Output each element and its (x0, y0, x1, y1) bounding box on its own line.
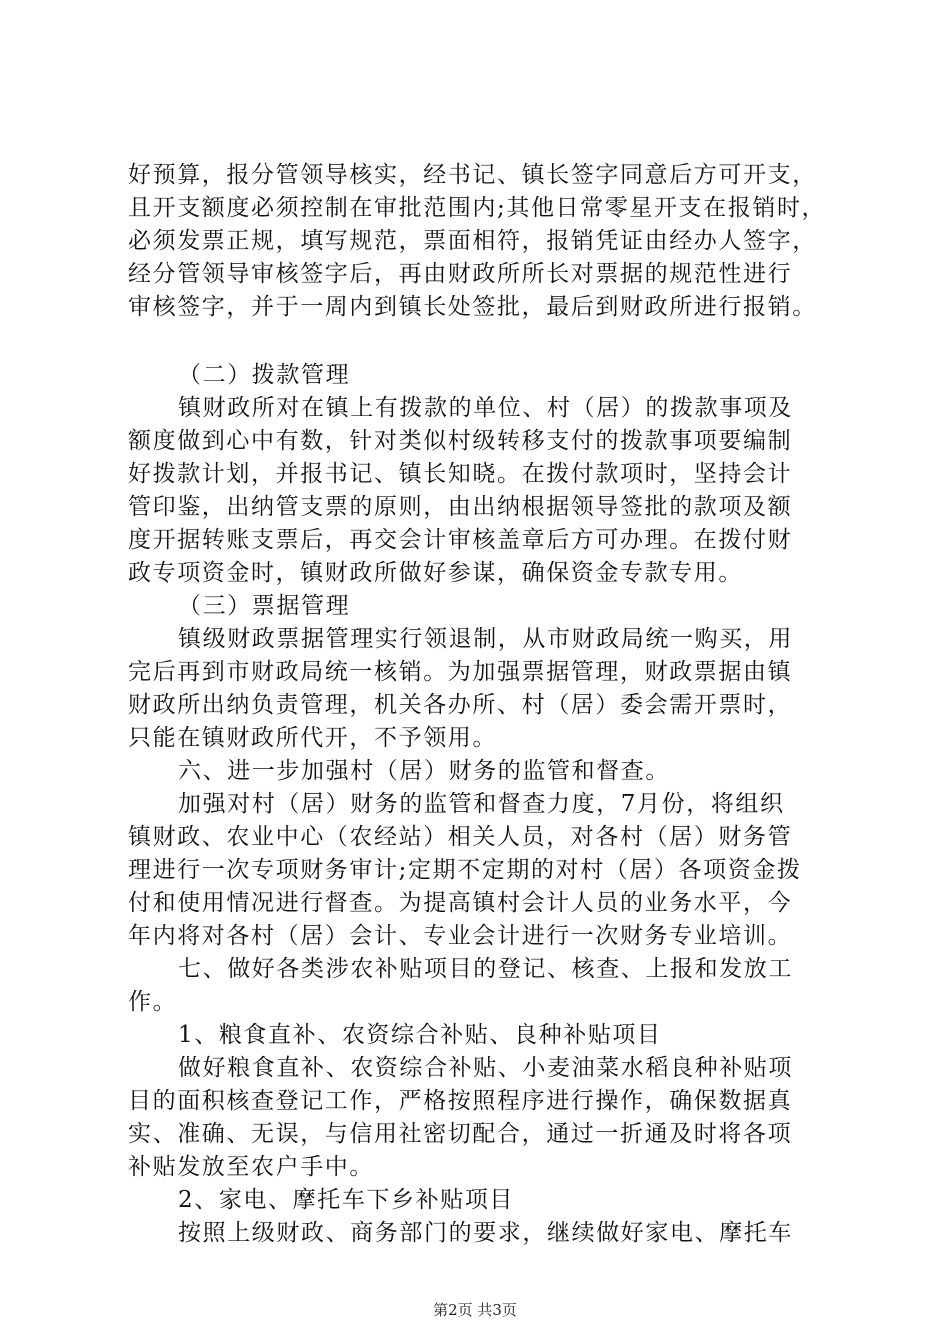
text-line: 完后再到市财政局统一核销。为加强票据管理，财政票据由镇 (128, 659, 793, 685)
text-line: 目的面积核查登记工作，严格按照程序进行操作，确保数据真 (128, 1088, 793, 1114)
text-line: 实、准确、无误，与信用社密切配合，通过一折通及时将各项 (128, 1121, 793, 1147)
text-line: 镇级财政票据管理实行领退制，从市财政局统一购买，用 (178, 626, 793, 652)
text-line: 额度做到心中有数，针对类似村级转移支付的拨款事项要编制 (128, 428, 793, 454)
subsection-heading: 1、粮食直补、农资综合补贴、良种补贴项目 (178, 1022, 662, 1048)
text-line: 度开据转账支票后，再交会计审核盖章后方可办理。在拨付财 (128, 527, 793, 553)
text-line: 付和使用情况进行督查。为提高镇村会计人员的业务水平，今 (128, 890, 793, 916)
text-line: 做好粮食直补、农资综合补贴、小麦油菜水稻良种补贴项 (178, 1055, 793, 1081)
text-line: 年内将对各村（居）会计、专业会计进行一次财务专业培训。 (128, 923, 793, 949)
text-line: 管印鉴，出纳管支票的原则，由出纳根据领导签批的款项及额 (128, 494, 793, 520)
text-line: 财政所出纳负责管理，机关各办所、村（居）委会需开票时， (128, 692, 793, 718)
text-line: 按照上级财政、商务部门的要求，继续做好家电、摩托车 (178, 1220, 793, 1246)
text-line: 只能在镇财政所代开，不予领用。 (128, 725, 497, 751)
text-line: 经分管领导审核签字后，再由财政所所长对票据的规范性进行 (128, 261, 793, 287)
text-line: 好拨款计划，并报书记、镇长知晓。在拨付款项时，坚持会计 (128, 461, 793, 487)
page-footer: 第2页 共3页 (433, 1301, 517, 1319)
text-line: 政专项资金时，镇财政所做好参谋，确保资金专款专用。 (128, 560, 743, 586)
text-line: 好预算，报分管领导核实，经书记、镇长签字同意后方可开支， (128, 162, 817, 188)
section-heading: 七、做好各类涉农补贴项目的登记、核查、上报和发放工 (178, 956, 793, 982)
section-heading: （三）票据管理 (178, 593, 351, 619)
text-line: 加强对村（居）财务的监管和督查力度，7月份，将组织 (178, 791, 785, 817)
text-line: 且开支额度必须控制在审批范围内;其他日常零星开支在报销时， (128, 195, 827, 221)
section-heading: 六、进一步加强村（居）财务的监管和督查。 (178, 758, 670, 784)
text-line: 镇财政、农业中心（农经站）相关人员，对各村（居）财务管 (128, 824, 793, 850)
text-line: 理进行一次专项财务审计;定期不定期的对村（居）各项资金拨 (128, 857, 802, 883)
text-line: 审核签字，并于一周内到镇长处签批，最后到财政所进行报销。 (128, 294, 817, 320)
subsection-heading: 2、家电、摩托车下乡补贴项目 (178, 1187, 515, 1213)
section-heading: （二）拨款管理 (178, 362, 351, 388)
text-line: 必须发票正规，填写规范，票面相符，报销凭证由经办人签字， (128, 228, 817, 254)
text-line: 补贴发放至农户手中。 (128, 1154, 374, 1180)
text-line: 作。 (128, 989, 178, 1015)
text-line: 镇财政所对在镇上有拨款的单位、村（居）的拨款事项及 (178, 395, 793, 421)
